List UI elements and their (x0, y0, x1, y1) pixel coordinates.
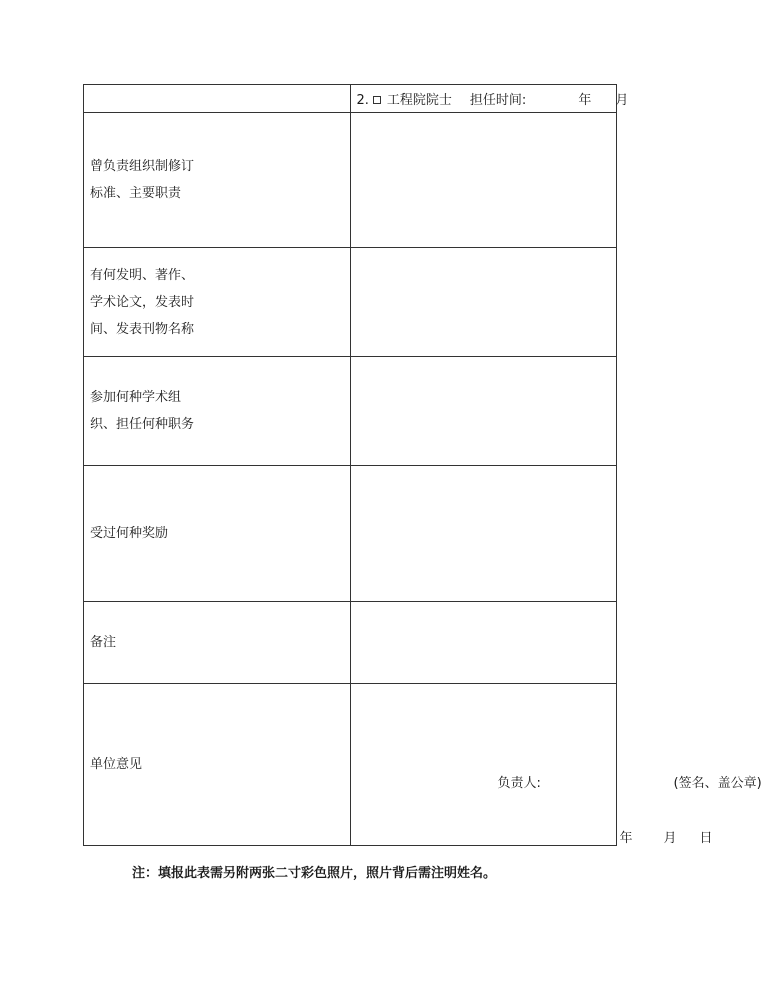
form-row-opinion (84, 684, 617, 846)
value-cell-publications[interactable] (350, 248, 617, 357)
value-cell-awards[interactable] (350, 466, 617, 602)
row-label-organizations (84, 357, 351, 466)
month-label: 月 (615, 93, 629, 108)
label-line: 织、担任何种职务 (90, 417, 195, 432)
label-line: 标准、主要职责 (90, 186, 182, 201)
opinion-month-label: 月 (663, 831, 677, 846)
form-row-publications (84, 248, 617, 357)
row-label-opinion (84, 684, 351, 846)
academician-title: 工程院院士 (386, 93, 452, 108)
header-label-cell (84, 85, 351, 113)
value-cell-remarks[interactable] (350, 602, 617, 684)
signature-note: (签名、盖公章) (673, 776, 762, 791)
item-number: 2. (356, 93, 369, 108)
label-line: 备注 (90, 635, 117, 650)
form-row-awards (84, 466, 617, 602)
form-row-organizations (84, 357, 617, 466)
label-line: 受过何种奖励 (90, 526, 169, 541)
opinion-year-label: 年 (619, 831, 633, 846)
form-row-standards (84, 113, 617, 248)
opinion-day-label: 日 (699, 831, 713, 846)
label-line: 间、发表刊物名称 (90, 321, 195, 337)
label-line: 有何发明、著作、 (90, 267, 195, 283)
opinion-label: 单位意见 (90, 757, 143, 772)
label-line: 曾负责组织制修订 (90, 159, 195, 174)
form-row-remarks (84, 602, 617, 684)
label-line: 学术论文，发表时 (90, 294, 195, 310)
header-content-cell (350, 85, 629, 113)
row-label-remarks (84, 602, 351, 684)
year-label: 年 (578, 93, 592, 108)
application-form-table (83, 84, 762, 846)
row-label-standards (84, 113, 351, 248)
row-label-awards (84, 466, 351, 602)
label-line: 参加何种学术组 (90, 390, 182, 405)
value-cell-standards[interactable] (350, 113, 617, 248)
value-cell-organizations[interactable] (350, 357, 617, 466)
responsible-person-label: 负责人: (497, 776, 541, 791)
header-row (84, 85, 617, 113)
time-label: 担任时间: (469, 93, 527, 108)
value-cell-opinion[interactable] (350, 684, 762, 846)
row-label-publications (84, 248, 351, 357)
checkbox-icon[interactable] (373, 96, 381, 104)
footnote: 注：填报此表需另附两张二寸彩色照片，照片背后需注明姓名。 (132, 866, 497, 881)
